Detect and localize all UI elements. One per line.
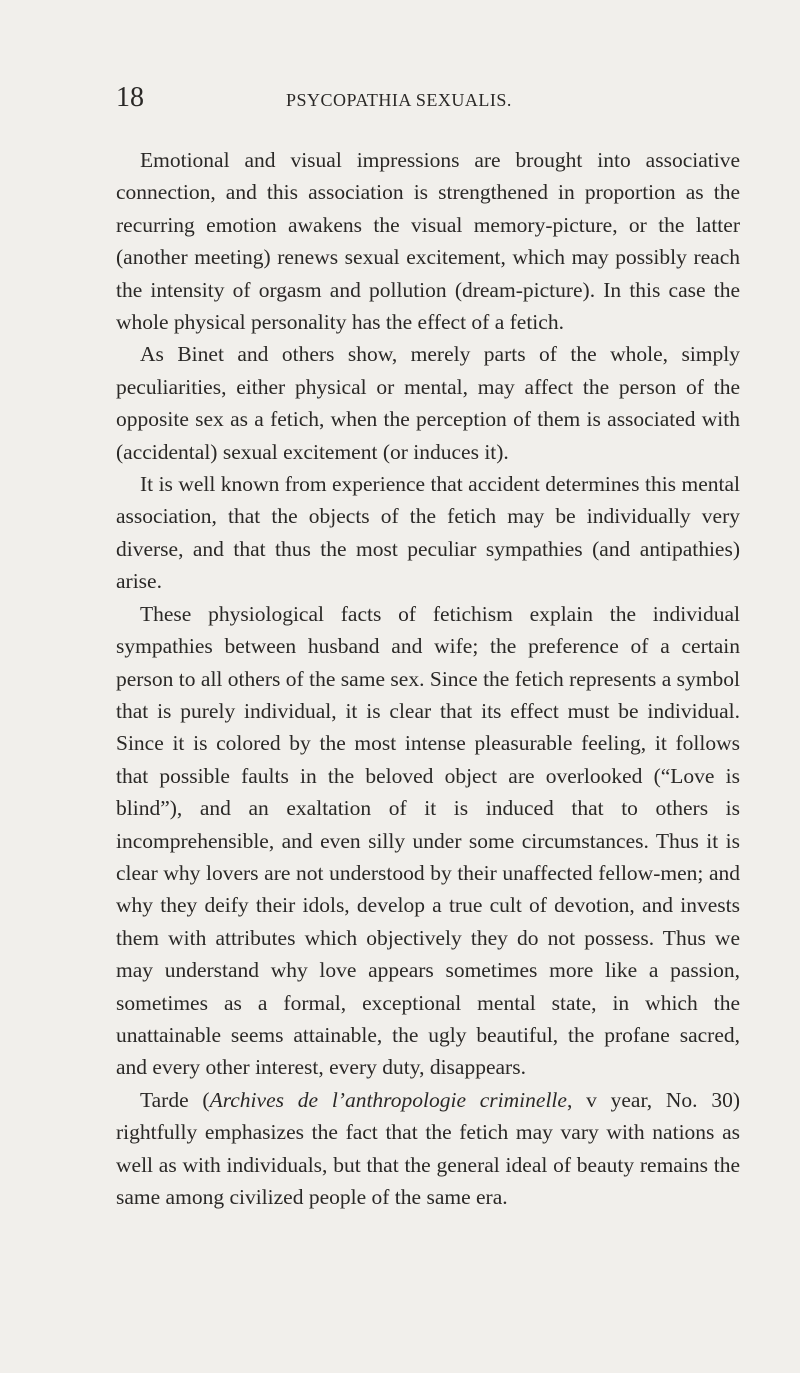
running-head: PSYCOPATHIA SEXUALIS. — [286, 90, 512, 110]
page-number: 18 — [116, 82, 144, 113]
paragraph-2: As Binet and others show, merely parts of the whole, simply peculiarities, either physical or mental, may affect the person of the opposite sex as a fetich, when the perception of them is associated with (accidental) sexual excitement (or induces it). — [116, 342, 740, 464]
paragraph-5-start: Tarde ( — [140, 1087, 210, 1112]
paragraph-1: Emotional and visual impressions are brought into associative connection, and this association is strengthened in proportion as the recurring emotion awakens the visual memory-picture, or the latter (another meeting) renews sexual excitement, which may possibly reach the intensity of orgasm and pollution (dream-picture). In this case the whole physical personality has the effect of a fetich. — [116, 148, 740, 335]
paragraph-4: These physiological facts of fetichism explain the individual sympathies between husband and wife; the preference of a certain person to all others of the same sex. Since the fetich represents a symbol that is purely individual, it is clear that its effect must be individual. Since it is colored by the most intense pleasurable feeling, it follows that possible faults in the beloved object are overlooked (“Love is blind”), and an exaltation of it is induced that to others is incomprehensible, and even silly under some circumstances. Thus it is clear why lovers are not understood by their unaffected fellow-men; and why they deify their idols, develop a true cult of devotion, and invests them with attributes which objectively they do not possess. Thus we may understand why love appears sometimes more like a passion, sometimes as a formal, exceptional mental state, in which the unattainable seems attainable, the ugly beautiful, the profane sacred, and every other interest, every duty, disappears. — [116, 601, 740, 1080]
journal-title: Archives de l’anthropologie criminelle — [209, 1087, 567, 1112]
page-header — [116, 82, 736, 122]
paragraph-3: It is well known from experience that accident determines this mental association, that the objects of the fetich may be individually very diverse, and that thus the most peculiar sympathies (and antipathies) arise. — [116, 472, 740, 594]
paragraph-5-end: , v year, No. 30) rightfully emphasizes the fact that the fetich may vary with nations as well as with individuals, but that the general ideal of beauty remains the same among civilized people of the same era. — [116, 1087, 740, 1209]
paragraph-5 — [116, 1084, 740, 1214]
body-text — [116, 144, 740, 1213]
